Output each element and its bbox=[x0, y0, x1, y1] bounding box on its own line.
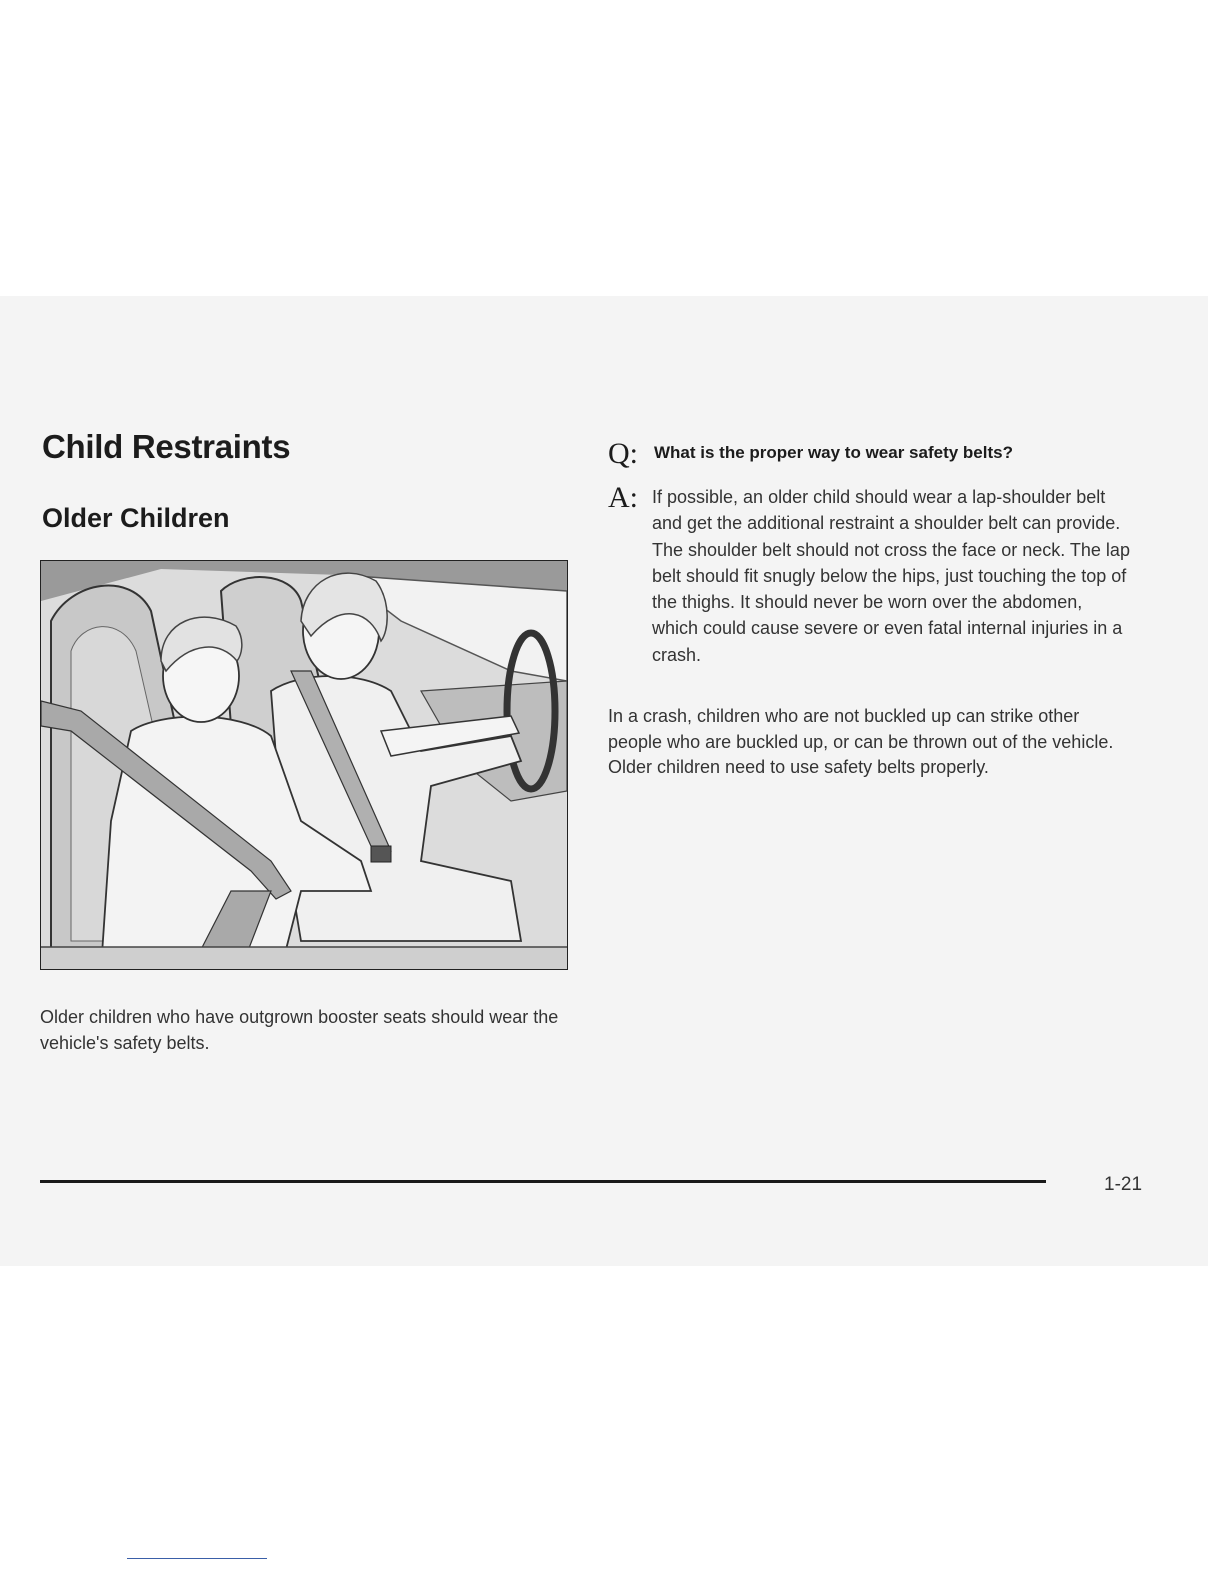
page-number: 1-21 bbox=[1104, 1174, 1143, 1195]
answer-text: If possible, an older child should wear a lap-shoulder belt and get the additional restraint a shoulder belt can provide. The shoulder belt should not cross the face or neck. The lap belt should fit snugly below the hips, just touching the top of the thighs. It should never be worn over the abdomen, which could cause severe or even fatal internal injuries in a crash. bbox=[652, 487, 1130, 665]
section-title: Child Restraints bbox=[42, 428, 291, 465]
subsection-title: Older Children bbox=[42, 503, 230, 533]
figure-caption: Older children who have outgrown booster seats should wear the vehicle's safety belts. bbox=[40, 1007, 559, 1053]
seatbelt-illustration-icon bbox=[41, 561, 567, 969]
bottom-divider bbox=[127, 1558, 267, 1559]
answer-marker: A: bbox=[608, 481, 638, 514]
footer-rule bbox=[40, 1180, 1046, 1183]
child-seatbelt-illustration bbox=[40, 560, 568, 970]
question-marker: Q: bbox=[608, 437, 638, 470]
question-text: What is the proper way to wear safety belts? bbox=[654, 443, 1013, 462]
body-paragraph: In a crash, children who are not buckled up can strike other people who are buckled up, or can be thrown out of the vehicle. Older children need to use safety belts properly. bbox=[608, 706, 1114, 777]
